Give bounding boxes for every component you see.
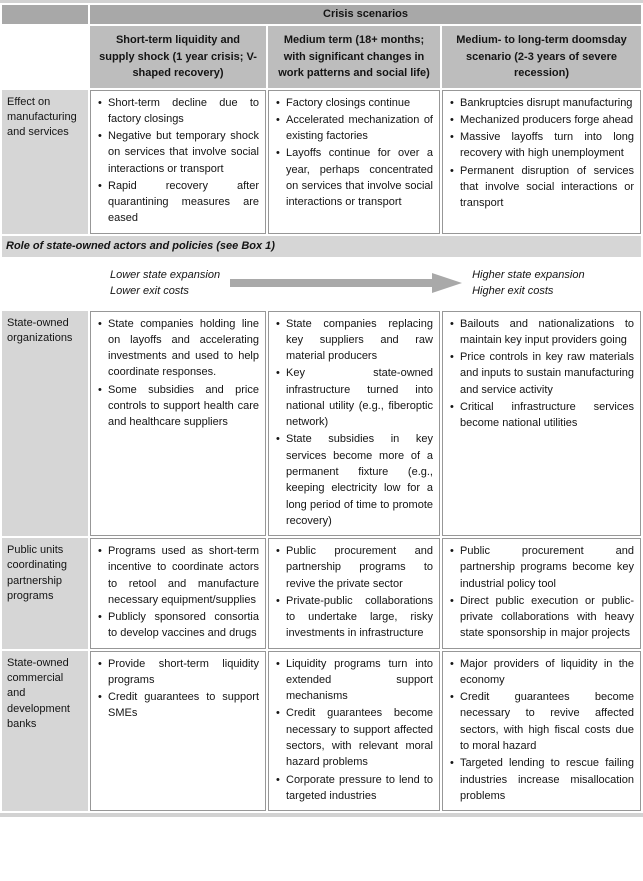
bullet-item: • Negative but temporary shock on services that involve social interactions or transport	[97, 128, 259, 177]
table-title: Crisis scenarios	[90, 5, 641, 24]
arrow-left-line1: Lower state expansion	[110, 268, 221, 281]
right-arrow-icon	[230, 273, 462, 293]
bullet-item: • Provide short-term liquidity programs	[97, 656, 259, 689]
bullet-list	[449, 543, 634, 642]
bullet-item: • Price controls in key raw materials and inputs to sustain manufacturing and service activity	[449, 349, 634, 398]
bullet-list	[97, 95, 259, 227]
arrow-left-label	[110, 267, 220, 300]
scenario-cell-short-term	[90, 311, 266, 536]
band-row	[2, 5, 641, 24]
scenario-cell-long-term	[442, 90, 641, 234]
bullet-item: • Publicly sponsored consortia to develop vaccines and drugs	[97, 609, 259, 642]
bullet-list	[97, 656, 259, 722]
bullet-list	[449, 316, 634, 432]
corner-cell	[2, 5, 88, 24]
bullet-item: • Targeted lending to rescue failing industries increase misallocation problems	[449, 755, 634, 804]
bullet-item: • Liquidity programs turn into extended support mechanisms	[275, 656, 433, 705]
bullet-item: • Private-public collaborations to undertake large, risky investments in infrastructure	[275, 593, 433, 642]
bullet-item: • Bankruptcies disrupt manufacturing	[449, 95, 634, 111]
scenario-cell-short-term	[90, 538, 266, 649]
bullet-list	[449, 656, 634, 804]
bullet-list	[275, 656, 433, 804]
blank-cell	[2, 26, 88, 88]
bullet-item: • Corporate pressure to lend to targeted industries	[275, 772, 433, 805]
bullet-item: • Critical infrastructure services become national utilities	[449, 399, 634, 432]
bullet-list	[97, 316, 259, 431]
bullet-list	[449, 95, 634, 212]
table-row	[2, 311, 641, 536]
bullet-item: • Credit guarantees become necessary to support affected sectors, with relevant moral hazard problems	[275, 705, 433, 770]
scenario-cell-medium-term	[268, 538, 440, 649]
scenario-cell-short-term	[90, 651, 266, 811]
arrow-right-label	[472, 267, 585, 300]
scenario-cell-medium-term	[268, 311, 440, 536]
state-expansion-axis	[2, 267, 641, 300]
arrow-left-line2: Lower exit costs	[110, 285, 189, 298]
bullet-list	[275, 95, 433, 211]
bullet-item: • Massive layoffs turn into long recovery with high unemployment	[449, 129, 634, 162]
bullet-item: • Bailouts and nationalizations to maintain key input providers going	[449, 316, 634, 349]
bullet-list	[97, 543, 259, 642]
bullet-item: • State subsidies in key services become more of a permanent fixture (e.g., keeping electricity low for a long period of time to promote recovery)	[275, 431, 433, 529]
bullet-list	[275, 543, 433, 642]
row-label-effect-manufacturing: Effect on manufacturing and services	[2, 90, 88, 234]
scenario-cell-medium-term	[268, 90, 440, 234]
table-row	[2, 90, 641, 234]
header-row	[2, 26, 641, 88]
scenario-cell-long-term	[442, 311, 641, 536]
bullet-item: • Key state-owned infrastructure turned into national utility (e.g., fiberoptic network)	[275, 365, 433, 430]
arrow-right-line1: Higher state expansion	[472, 268, 585, 281]
bullet-item: • State companies holding line on layoffs and accelerating investments and used to help coordinate responses.	[97, 316, 259, 381]
arrow-row	[2, 259, 641, 309]
bullet-item: • Major providers of liquidity in the economy	[449, 656, 634, 689]
bullet-item: • Some subsidies and price controls to support health care and healthcare suppliers	[97, 382, 259, 431]
bullet-item: • Layoffs continue for over a year, perhaps concentrated on services that involve social interactions or transport	[275, 145, 433, 210]
col-header-short-term: Short-term liquidity and supply shock (1 year crisis; V-shaped recovery)	[90, 26, 266, 88]
crisis-scenarios-table	[0, 3, 643, 813]
table-row	[2, 538, 641, 649]
bullet-item: • Factory closings continue	[275, 95, 433, 111]
row-label-public-units: Public units coordinating partnership programs	[2, 538, 88, 649]
section-divider: Role of state-owned actors and policies (see Box 1)	[2, 236, 641, 257]
row-label-state-owned-organizations: State-owned organizations	[2, 311, 88, 536]
bullet-item: • Permanent disruption of services that involve social interactions or transport	[449, 163, 634, 212]
col-header-long-term: Medium- to long-term doomsday scenario (2-3 years of severe recession)	[442, 26, 641, 88]
section-divider-row	[2, 236, 641, 257]
bullet-item: • Programs used as short-term incentive to coordinate actors to retool and manufacture necessary equipment/supplies	[97, 543, 259, 608]
bullet-item: • Mechanized producers forge ahead	[449, 112, 634, 128]
arrow-right-line2: Higher exit costs	[472, 285, 554, 298]
scenario-cell-long-term	[442, 651, 641, 811]
bullet-item: • Public procurement and partnership programs become key industrial policy tool	[449, 543, 634, 592]
bullet-item: • Credit guarantees to support SMEs	[97, 689, 259, 722]
scenario-cell-short-term	[90, 90, 266, 234]
bullet-item: • Short-term decline due to factory closings	[97, 95, 259, 128]
bullet-item: • Rapid recovery after quarantining measures are eased	[97, 178, 259, 227]
scenario-cell-medium-term	[268, 651, 440, 811]
col-header-medium-term: Medium term (18+ months; with significant changes in work patterns and social life)	[268, 26, 440, 88]
scenario-cell-long-term	[442, 538, 641, 649]
bullet-item: • State companies replacing key suppliers and raw material producers	[275, 316, 433, 365]
row-label-state-owned-banks: State-owned commercial and development banks	[2, 651, 88, 811]
bullet-item: • Direct public execution or public-private collaborations with heavy state sponsorship in major projects	[449, 593, 634, 642]
bullet-list	[275, 316, 433, 529]
table-row	[2, 651, 641, 811]
bullet-item: • Credit guarantees become necessary to revive affected sectors, with high fiscal costs due to moral hazard	[449, 689, 634, 754]
bullet-item: • Accelerated mechanization of existing factories	[275, 112, 433, 145]
bullet-item: • Public procurement and partnership programs to revive the private sector	[275, 543, 433, 592]
